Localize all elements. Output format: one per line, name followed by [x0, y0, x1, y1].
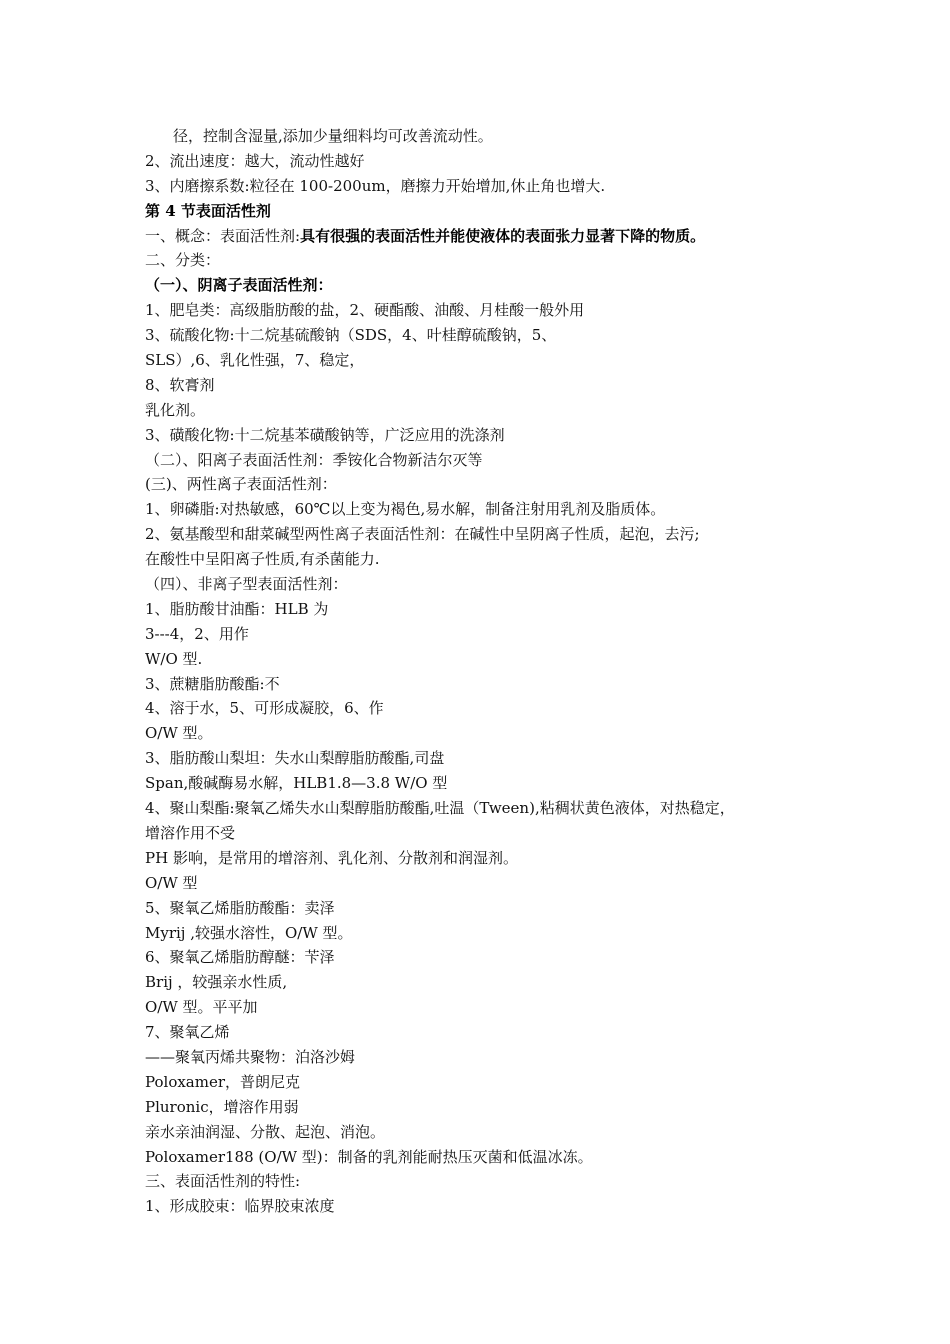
text-line: Poloxamer，普朗尼克	[145, 1072, 301, 1091]
section-heading: 三、表面活性剂的特性:	[145, 1172, 301, 1191]
text-line: O/W 型。平平加	[145, 998, 258, 1017]
subsection-heading: （四）、非离子型表面活性剂：	[145, 575, 348, 594]
text-line: O/W 型	[145, 873, 198, 892]
text-line: 2、流出速度：越大，流动性越好	[145, 151, 365, 170]
text-line: 1、脂肪酸甘油酯：HLB 为	[145, 599, 329, 618]
text-line: 二、分类：	[145, 251, 221, 270]
text-line: 1、肥皂类：高级脂肪酸的盐，2、硬酯酸、油酸、月桂酸一般外用	[145, 301, 585, 320]
text-line: ——聚氧丙烯共聚物：泊洛沙姆	[145, 1047, 356, 1066]
text-line: PH 影响，是常用的增溶剂、乳化剂、分散剂和润湿剂。	[145, 848, 518, 867]
text-line: Pluronic，增溶作用弱	[145, 1097, 299, 1116]
text-line: Myrij ,较强水溶性，O/W 型。	[145, 923, 353, 942]
text-line: 6、聚氧乙烯脂肪醇醚：苄泽	[145, 948, 335, 967]
text-line: 乳化剂。	[145, 400, 206, 419]
text-line: SLS）,6、乳化性强，7、稳定，	[145, 351, 365, 370]
text-line: 亲水亲油润湿、分散、起泡、消泡。	[145, 1122, 386, 1141]
text-line: 8、软膏剂	[145, 375, 215, 394]
text-line: 4、溶于水，5、可形成凝胶，6、作	[145, 699, 384, 718]
text-line: 2、氨基酸型和甜菜碱型两性离子表面活性剂：在碱性中呈阴离子性质，起泡，去污;	[145, 525, 700, 544]
text-line: Brij ，较强亲水性质,	[145, 973, 288, 992]
text-line: 1、卵磷脂:对热敏感，60℃以上变为褐色,易水解，制备注射用乳剂及脂质体。	[145, 500, 666, 519]
text-line: 径，控制含湿量,添加少量细料均可改善流动性。	[173, 127, 493, 145]
text-line: 7、聚氧乙烯	[145, 1023, 230, 1042]
definition-label: 一、概念：表面活性剂:	[145, 226, 301, 245]
section-heading: 第 4 节表面活性剂	[145, 201, 271, 220]
definition-text: 具有很强的表面活性并能使液体的表面张力显著下降的物质。	[300, 226, 706, 245]
text-line: 3、脂肪酸山梨坦：失水山梨醇脂肪酸酯,司盘	[145, 749, 445, 768]
text-line: 增溶作用不受	[145, 823, 236, 842]
text-line: 5、聚氧乙烯脂肪酸酯：卖泽	[145, 898, 335, 917]
text-line: 3、硫酸化物:十二烷基硫酸钠（SDS，4、叶桂醇硫酸钠，5、	[145, 326, 557, 345]
text-line: O/W 型。	[145, 724, 213, 743]
text-line: 3、蔗糖脂肪酸酯:不	[145, 674, 280, 693]
text-line: W/O 型.	[145, 649, 203, 668]
text-line: 1、形成胶束：临界胶束浓度	[145, 1197, 335, 1216]
text-line: 4、聚山梨酯:聚氧乙烯失水山梨醇脂肪酸酯,吐温（Tween),粘稠状黄色液体，对热稳定，	[145, 799, 735, 818]
text-line: Poloxamer188 (O/W 型)：制备的乳剂能耐热压灭菌和低温冰冻。	[145, 1147, 593, 1166]
subsection-heading: （一）、阴离子表面活性剂：	[145, 276, 333, 295]
subsection-heading: （二）、阳离子表面活性剂：季铵化合物新洁尔灭等	[145, 450, 483, 469]
subsection-heading: (三)、两性离子表面活性剂：	[145, 475, 337, 494]
document-body	[145, 124, 815, 1219]
text-line: Span,酸碱酶易水解，HLB1.8—3.8 W/O 型	[145, 774, 448, 793]
text-line: 在酸性中呈阳离子性质,有杀菌能力.	[145, 550, 380, 569]
text-line: 3---4，2、用作	[145, 624, 249, 643]
text-line: 3、内磨擦系数:粒径在 100-200um，磨擦力开始增加,休止角也增大.	[145, 176, 606, 195]
text-line: 3、磺酸化物:十二烷基苯磺酸钠等，广泛应用的洗涤剂	[145, 425, 505, 444]
definition-line	[145, 224, 815, 249]
